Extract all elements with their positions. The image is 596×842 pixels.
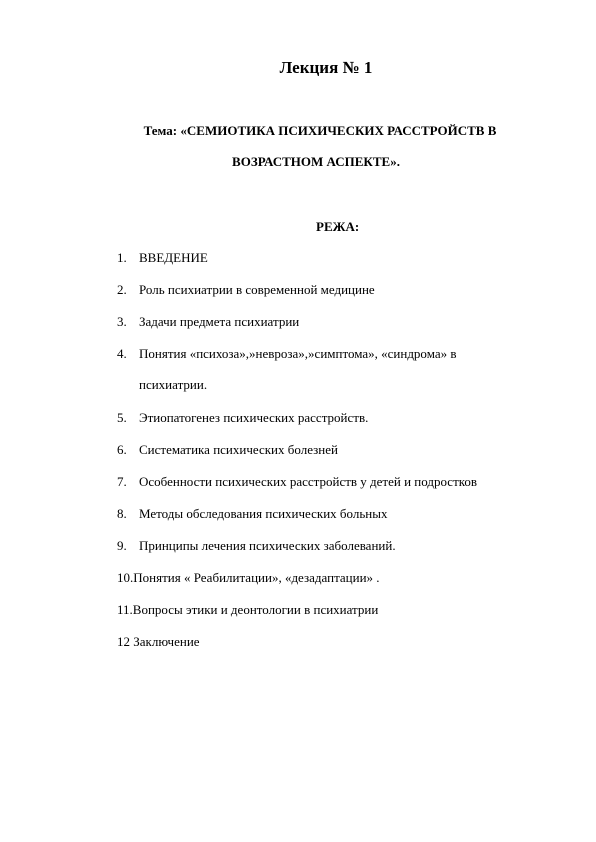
list-item-number: 11. xyxy=(117,602,133,617)
list-item xyxy=(117,506,387,522)
list-item-number: 3. xyxy=(117,314,127,329)
list-item xyxy=(117,538,396,554)
lecture-title: Лекция № 1 xyxy=(279,58,373,77)
list-item-text: Задачи предмета психиатрии xyxy=(139,314,300,329)
list-item xyxy=(117,602,378,618)
list-item-number: 9. xyxy=(117,538,127,553)
list-item xyxy=(117,282,375,298)
list-item xyxy=(117,410,368,426)
list-item-text: Роль психиатрии в современной медицине xyxy=(139,282,375,297)
list-item-text: Методы обследования психических больных xyxy=(139,506,388,521)
list-item-text: психиатрии. xyxy=(139,377,208,392)
topic-line-1: Тема: «СЕМИОТИКА ПСИХИЧЕСКИХ РАССТРОЙСТВ В xyxy=(143,123,497,138)
list-item-text: Принципы лечения психических заболеваний. xyxy=(139,538,396,553)
list-item-text: Вопросы этики и деонтологии в психиатрии xyxy=(132,602,379,617)
list-item xyxy=(117,250,208,266)
list-item-text: Понятия «психоза»,»невроза»,»симптома», «синдрома» в xyxy=(139,346,457,361)
list-item-number: 12 xyxy=(117,634,130,649)
list-item xyxy=(117,634,200,650)
list-item-number: 6. xyxy=(117,442,127,457)
list-item-number: 8. xyxy=(117,506,127,521)
list-item-number: 1. xyxy=(117,250,127,265)
list-item xyxy=(117,442,338,458)
list-item-number: 2. xyxy=(117,282,127,297)
list-item-text: Особенности психических расстройств у детей и подростков xyxy=(139,474,478,489)
list-item-text: Заключение xyxy=(133,634,200,649)
list-item-number: 4. xyxy=(117,346,127,361)
list-item-text: ВВЕДЕНИЕ xyxy=(139,250,208,265)
list-item-text: Систематика психических болезней xyxy=(139,442,338,457)
list-item-text: Понятия « Реабилитации», «дезадаптации» . xyxy=(133,570,380,585)
list-item-number: 10. xyxy=(117,570,134,585)
list-item-continuation xyxy=(139,377,207,393)
list-item-text: Этиопатогенез психических расстройств. xyxy=(139,410,369,425)
topic-line-2: ВОЗРАСТНОМ АСПЕКТЕ». xyxy=(232,154,400,169)
plan-heading: РЕЖА: xyxy=(316,219,360,234)
list-item xyxy=(117,346,456,362)
list-item xyxy=(117,314,299,330)
list-item xyxy=(117,474,477,490)
list-item-number: 7. xyxy=(117,474,127,489)
list-item xyxy=(117,570,380,586)
list-item-number: 5. xyxy=(117,410,127,425)
